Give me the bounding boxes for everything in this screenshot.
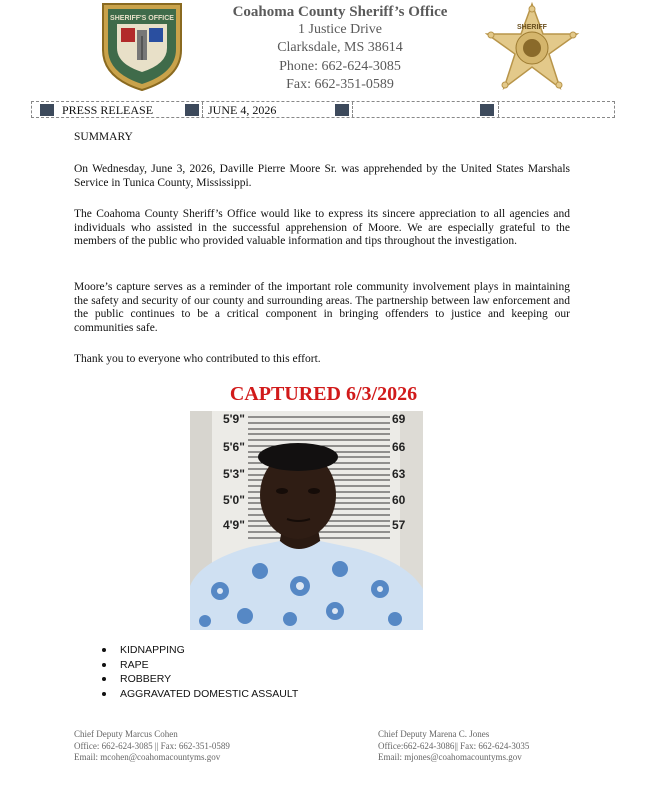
- height-mark-left: 5'3": [223, 467, 245, 481]
- bar-square: [40, 104, 54, 116]
- contact-name: Chief Deputy Marcus Cohen: [74, 729, 178, 739]
- charge-item: RAPE: [102, 658, 298, 673]
- charge-item: AGGRAVATED DOMESTIC ASSAULT: [102, 687, 298, 702]
- bar-divider: [498, 102, 499, 117]
- height-mark-right: 60: [392, 493, 406, 507]
- badge-left-text: SHERIFF'S OFFICE: [110, 15, 174, 22]
- press-release-bar: [31, 101, 615, 118]
- footer-contact-right: [378, 729, 529, 764]
- office-city: Clarksdale, MS 38614: [277, 40, 403, 55]
- bar-square: [185, 104, 199, 116]
- sheriff-shield-logo: [97, 0, 187, 92]
- height-mark-right: 69: [392, 412, 406, 426]
- press-release-label: PRESS RELEASE: [62, 103, 154, 117]
- height-mark-left: 5'6": [223, 440, 245, 454]
- paragraph-thanks: Thank you to everyone who contributed to this effort.: [74, 353, 321, 365]
- charge-item: KIDNAPPING: [102, 643, 298, 658]
- charge-item: ROBBERY: [102, 672, 298, 687]
- captured-heading: CAPTURED 6/3/2026: [229, 383, 418, 405]
- office-name: Coahoma County Sheriff’s Office: [232, 4, 448, 20]
- summary-heading: SUMMARY: [74, 131, 133, 143]
- paragraph-appreciation: The Coahoma County Sheriff’s Office would like to express its sincere appreciation to all agencies and individuals who assisted in the successful apprehension of Moore. We are especially grateful to the members of the public who provided valuable information and tips throughout the investigation.: [74, 208, 570, 247]
- height-mark-left: 4'9": [223, 518, 245, 532]
- contact-email: Email: mjones@coahomacountyms.gov: [378, 752, 522, 762]
- contact-phone: Office:662-624-3086|| Fax: 662-624-3035: [378, 740, 530, 751]
- height-mark-left: 5'0": [223, 493, 245, 507]
- bar-square: [335, 104, 349, 116]
- height-mark-left: 5'9": [223, 412, 245, 426]
- contact-email: Email: mcohen@coahomacountyms.gov: [74, 752, 221, 762]
- office-fax: Fax: 662-351-0589: [286, 77, 394, 92]
- height-mark-right: 66: [392, 440, 406, 454]
- bar-square: [480, 104, 494, 116]
- badge-right-text: SHERIFF: [517, 24, 547, 31]
- press-release-date: JUNE 4, 2026: [208, 103, 277, 117]
- footer-contact-left: [74, 729, 230, 764]
- height-mark-right: 57: [392, 518, 406, 532]
- paragraph-community: Moore’s capture serves as a reminder of the important role community involvement plays in maintaining the safety and security of our county and surrounding areas. The partnership between law enforcement and the public continues to be a critical component in bringing offenders to justice and keeping our communities safe.: [74, 281, 570, 334]
- office-address: 1 Justice Drive: [298, 22, 382, 37]
- contact-name: Chief Deputy Marena C. Jones: [378, 729, 490, 739]
- contact-phone: Office: 662-624-3085 || Fax: 662-351-0589: [74, 740, 230, 751]
- height-mark-right: 63: [392, 467, 406, 481]
- charges-list: [102, 643, 298, 701]
- mugshot-photo: [190, 411, 423, 630]
- bar-divider: [352, 102, 353, 117]
- sheriff-star-badge: [485, 2, 580, 94]
- paragraph-apprehension: On Wednesday, June 3, 2026, Daville Pierre Moore Sr. was apprehended by the United States Marshals Service in Tunica County, Mississippi.: [74, 163, 570, 189]
- bar-divider: [202, 102, 203, 117]
- office-phone: Phone: 662-624-3085: [279, 59, 401, 74]
